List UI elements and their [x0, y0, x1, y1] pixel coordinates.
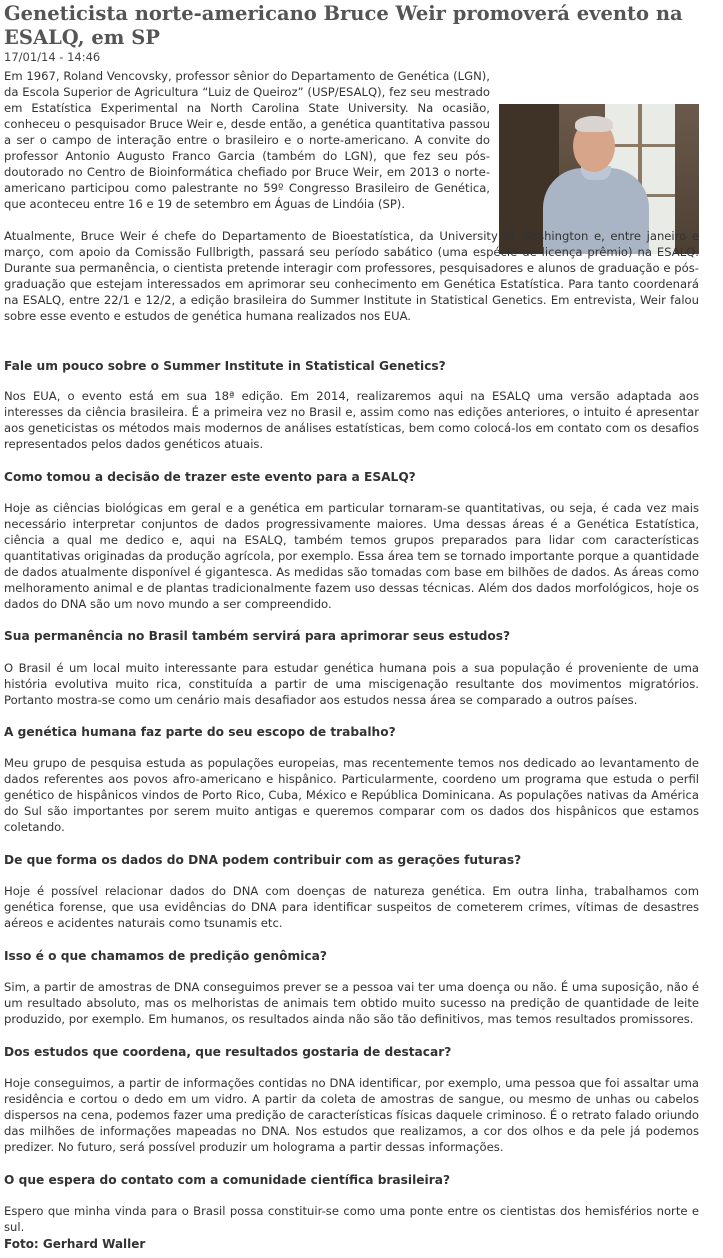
- answer-1: Nos EUA, o evento está em sua 18ª edição. Em 2014, realizaremos aqui na ESALQ uma versão adaptada aos interesses da ciência brasileira. É a primeira vez no Brasil e, assim como nas edições anteriores, o intuito é apresentar aos geneticistas os métodos mais modernos de análises estatísticas, bem como colocá-los em contato com os desafios representados pelos dados genéticos atuais.: [4, 389, 699, 451]
- answer-4: Meu grupo de pesquisa estuda as populações europeias, mas recentemente temos nos dedicado ao levantamento de dados referentes aos povos afro-americano e hispânico. Particularmente, coordeno um programa que estuda o perfil genético de hispânicos vindos de Porto Rico, Cuba, México e República Dominicana. As populações nativas da América do Sul são importantes por serem muito antigas e queremos comparar com os dados dos hispânicos que estamos coletando.: [4, 756, 699, 834]
- question-7: Dos estudos que coordena, que resultados gostaria de destacar?: [4, 1045, 452, 1059]
- question-6: Isso é o que chamamos de predição genômica?: [4, 949, 327, 963]
- answer-2: Hoje as ciências biológicas em geral e a genética em particular tornaram-se quantitativas, ou seja, é cada vez mais necessário interpretar conjuntos de dados progressivamente maiores. Uma dessas áreas é a Genética Estatística, ciência a qual me dedico e, aqui na ESALQ, também temos grupos preparados para lidar com características quantitativas originadas da produção agrícola, por exemplo. Essa área tem se tornado importante porque a quantidade de dados atualmente disponível é gigantesca. As medidas são tomadas com base em bilhões de dados. As áreas como melhoramento animal e de plantas tradicionalmente fazem uso dessas técnicas. Além dos dados morfológicos, hoje os dados do DNA são um novo mundo a ser compreendido.: [4, 501, 699, 611]
- question-4: A genética humana faz parte do seu escopo de trabalho?: [4, 725, 396, 739]
- answer-6: Sim, a partir de amostras de DNA conseguimos prever se a pessoa vai ter uma doença ou não. É uma suposição, não é um resultado absoluto, mas os melhoristas de animais tem obtido muito sucesso na predição de quantidade de leite produzido, por exemplo. Em humanos, os resultados ainda não são tão definitivos, mas temos resultados promissores.: [4, 980, 699, 1026]
- intro-paragraph-2: Atualmente, Bruce Weir é chefe do Departamento de Bioestatística, da University of Washington e, entre janeiro e março, com apoio da Comissão Fullbrigth, passará seu período sabático (uma espécie de licença prêmio) na ESALQ. Durante sua permanência, o cientista pretende interagir com professores, pesquisadores e alunos de graduação e pós-graduação que estejam interessados em aprimorar seu conhecimento em Genética Estatística. Para tanto coordenará na ESALQ, entre 22/1 e 12/2, a edição brasileira do Summer Institute in Statistical Genetics. Em entrevista, Weir falou sobre esse evento e estudos de genética humana realizados nos EUA.: [4, 229, 699, 323]
- intro-paragraph-1: Em 1967, Roland Vencovsky, professor sênior do Departamento de Genética (LGN), da Escola Superior de Agricultura “Luiz de Queiroz” (USP/ESALQ), fez seu mestrado em Estatística Experimental na North Carolina State University. Na ocasião, conheceu o pesquisador Bruce Weir e, desde então, a genética quantitativa passou a ser o campo de interação entre o brasileiro e o norte-americano. A convite do professor Antonio Augusto Franco Garcia (também do LGN), que fez seu pós-doutorado no Centro de Bioinformática chefiado por Bruce Weir, em 2013 o norte-americano participou como palestrante no 59º Congresso Brasileiro de Genética, que aconteceu entre 16 e 19 de setembro em Águas de Lindóia (SP).: [4, 69, 490, 211]
- question-2: Como tomou a decisão de trazer este evento para a ESALQ?: [4, 470, 416, 484]
- answer-5: Hoje é possível relacionar dados do DNA com doenças de natureza genética. Em outra linha, trabalhamos com genética forense, que usa evidências do DNA para identificar suspeitos de cometerem crimes, vítimas de desastres aéreos e acidentes naturais como tsunamis etc.: [4, 884, 699, 930]
- photo-credit: Foto: Gerhard Waller: [4, 1237, 146, 1251]
- article-title: Geneticista norte-americano Bruce Weir promoverá evento na ESALQ, em SP: [4, 2, 683, 49]
- question-5: De que forma os dados do DNA podem contribuir com as gerações futuras?: [4, 853, 522, 867]
- answer-8: Espero que minha vinda para o Brasil possa constituir-se como uma ponte entre os cientistas dos hemisférios norte e sul.: [4, 1204, 699, 1234]
- question-3: Sua permanência no Brasil também servirá para aprimorar seus estudos?: [4, 629, 511, 643]
- answer-3: O Brasil é um local muito interessante para estudar genética humana pois a sua população é proveniente de uma história evolutiva muito rica, constituída a partir de uma miscigenação resultante dos movimentos migratórios. Portanto mostra-se como um cenário mais desafiador aos estudos nessa área se comparado a outros países.: [4, 661, 699, 707]
- article-date: 17/01/14 - 14:46: [4, 50, 101, 64]
- question-8: O que espera do contato com a comunidade científica brasileira?: [4, 1173, 451, 1187]
- question-1: Fale um pouco sobre o Summer Institute in Statistical Genetics?: [4, 359, 446, 373]
- answer-7: Hoje conseguimos, a partir de informações contidas no DNA identificar, por exemplo, uma pessoa que foi assaltar uma residência e cortou o dedo em um vidro. A partir da coleta de amostras de sangue, ou mesmo de unhas ou cabelos dispersos na cena, podemos fazer uma predição de características físicas daquele criminoso. É o retrato falado oriundo das milhões de informações mapeadas no DNA. Nos estudos que realizamos, a cor dos olhos e da pele já podemos predizer. No futuro, será possível produzir um holograma a partir dessas informações.: [4, 1076, 699, 1154]
